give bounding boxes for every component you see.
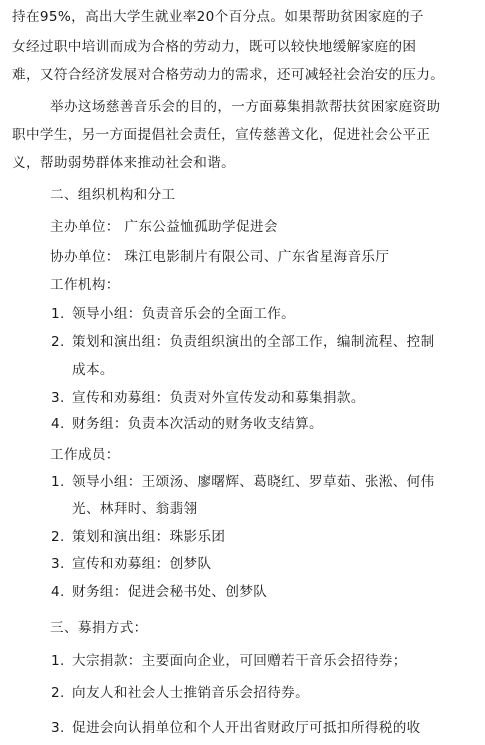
list-number: 2. xyxy=(51,685,65,701)
purpose-line: 举办这场慈善音乐会的目的，一方面募集捐款帮扶贫困家庭资助 xyxy=(50,99,441,115)
list-text: 成本。 xyxy=(72,362,114,378)
intro-line: 持在95%，高出大学生就业率20个百分点。如果帮助贫困家庭的子 xyxy=(12,9,424,25)
intro-line: 女经过职中培训而成为合格的劳动力，既可以较快地缓解家庭的困 xyxy=(12,39,417,55)
list-number: 1. xyxy=(51,306,65,322)
list-text: 财务组：负责本次活动的财务收支结算。 xyxy=(72,416,323,432)
members-label: 工作成员： xyxy=(50,447,120,463)
list-number: 4. xyxy=(51,584,65,600)
list-number: 3. xyxy=(51,390,65,406)
list-text: 大宗捐款：主要面向企业，可回赠若干音乐会招待券； xyxy=(72,653,407,669)
list-text: 领导小组：负责音乐会的全面工作。 xyxy=(72,306,296,322)
list-text: 领导小组：王颂汤、廖曙辉、葛晓红、罗草茹、张淞、何伟 xyxy=(72,474,435,490)
list-number: 1. xyxy=(51,474,65,490)
work-structure-label: 工作机构： xyxy=(50,277,120,293)
list-text: 向友人和社会人士推销音乐会招待券。 xyxy=(72,685,310,701)
list-text: 宣传和劝募组：负责对外宣传发动和募集捐款。 xyxy=(72,390,365,406)
list-text: 财务组：促进会秘书处、创梦队 xyxy=(72,584,268,600)
intro-line: 难，又符合经济发展对合格劳动力的需求，还可减轻社会治安的压力。 xyxy=(12,67,445,83)
list-text: 光、林拜时、翁翡翎 xyxy=(72,501,198,517)
list-number: 2. xyxy=(51,334,65,350)
list-number: 1. xyxy=(51,653,65,669)
list-text: 策划和演出组：负责组织演出的全部工作，编制流程、控制 xyxy=(72,334,435,350)
list-number: 3. xyxy=(51,720,65,736)
list-number: 3. xyxy=(51,556,65,572)
list-text: 宣传和劝募组：创梦队 xyxy=(72,556,212,572)
list-text: 促进会向认捐单位和个人开出省财政厅可抵扣所得税的收 xyxy=(72,720,421,736)
list-number: 4. xyxy=(51,416,65,432)
section-heading: 三、募捐方式： xyxy=(50,620,148,636)
section-heading: 二、组织机构和分工 xyxy=(50,187,176,203)
co-organizer-line: 协办单位： 珠江电影制片有限公司、广东省星海音乐厅 xyxy=(50,249,390,265)
organizer-line: 主办单位： 广东公益恤孤助学促进会 xyxy=(50,219,278,235)
purpose-line: 义，帮助弱势群体来推动社会和谐。 xyxy=(12,155,236,171)
list-number: 2. xyxy=(51,529,65,545)
purpose-line: 职中学生，另一方面提倡社会责任，宣传慈善文化，促进社会公平正 xyxy=(12,127,431,143)
list-text: 策划和演出组：珠影乐团 xyxy=(72,529,226,545)
